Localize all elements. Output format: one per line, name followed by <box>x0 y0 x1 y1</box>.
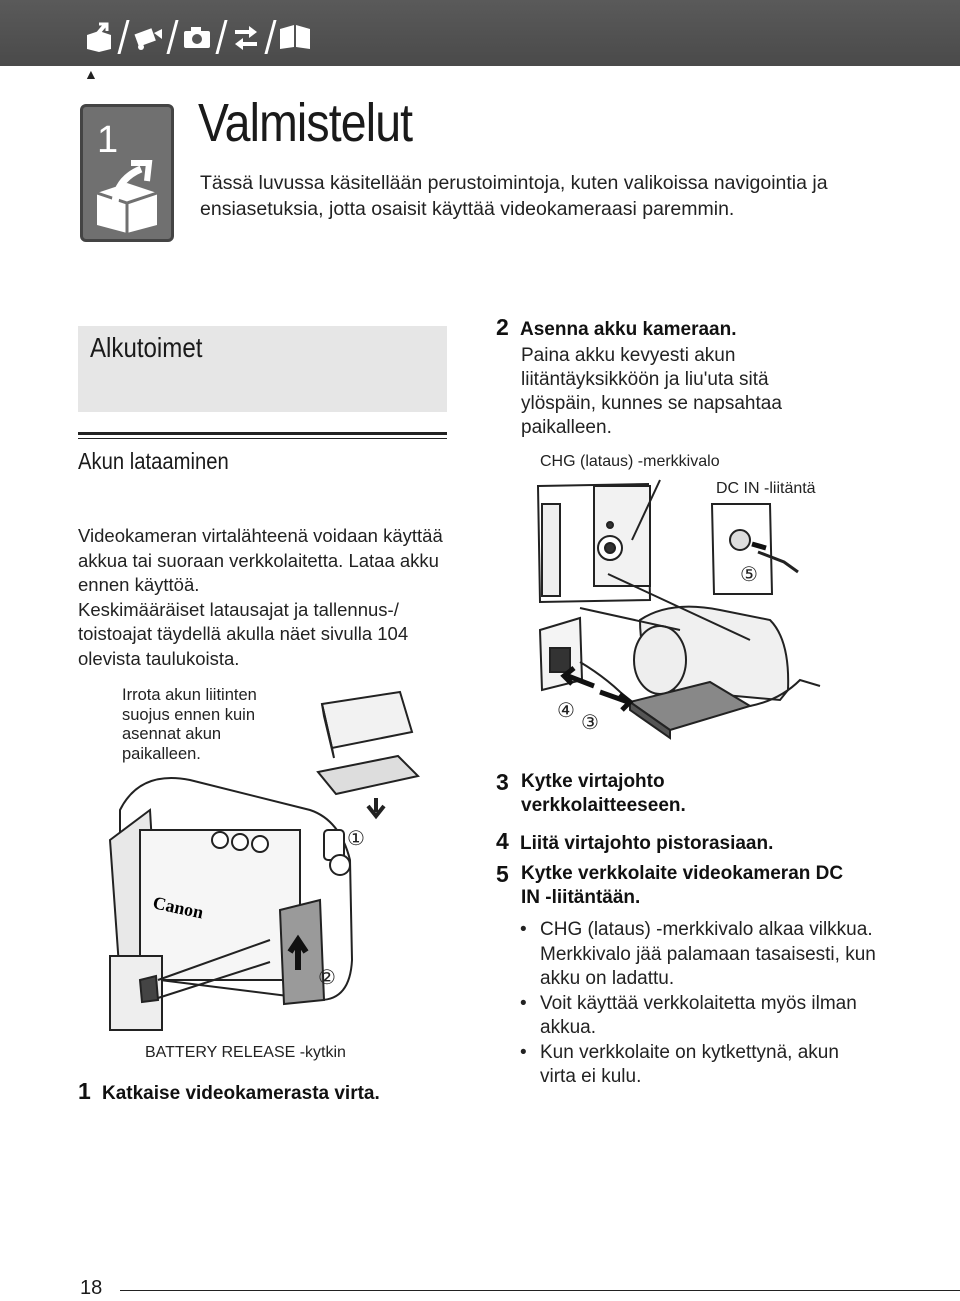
book-icon[interactable] <box>278 20 312 54</box>
chapter-number: 1 <box>97 119 119 161</box>
camera-icon[interactable] <box>180 20 214 54</box>
footer-rule <box>120 1290 960 1291</box>
figure-marker: ② <box>318 967 336 989</box>
step-text: Kytke verkkolaite videokameran DC IN -liitäntään. <box>521 863 844 908</box>
chapter-badge <box>80 104 174 242</box>
paragraph: Videokameran virtalähteenä voidaan käyttää akkua tai suoraan verkkolaitetta. Lataa akku ennen käyttöä. <box>78 525 443 595</box>
list-item: • Voit käyttää verkkolaitetta myös ilman akkua. <box>520 992 880 1041</box>
section-header <box>78 326 447 412</box>
step-2-detail: Paina akku kevyesti akun liitäntäyksikköön ja liu'uta sitä ylöspäin, kunnes se napsahtaa paikalleen. <box>521 345 782 438</box>
step-5 <box>496 862 856 910</box>
list-item: • Kun verkkolaite on kytkettynä, akun virta ei kulu. <box>520 1041 880 1090</box>
nav-separator <box>264 20 276 54</box>
bullet-list <box>520 918 880 1090</box>
step-1 <box>78 1078 380 1105</box>
figure-note: Irrota akun liitinten suojus ennen kuin asennat akun paikalleen. <box>122 686 257 763</box>
step-2 <box>496 314 737 341</box>
nav-separator <box>215 20 227 54</box>
figure-marker: ⑤ <box>740 564 758 586</box>
camcorder-battery-figure <box>100 680 420 1040</box>
list-item: • CHG (lataus) -merkkivalo alkaa vilkkua. Merkkivalo jää palamaan tasaisesti, kun akku on ladattu. <box>520 918 880 992</box>
step-text: Kytke virtajohto verkkolaitteeseen. <box>521 771 686 816</box>
step-number: 1 <box>78 1078 91 1104</box>
step-text: Katkaise videokamerasta virta. <box>102 1083 380 1104</box>
chg-label: CHG (lataus) -merkkivalo <box>540 453 720 470</box>
paragraph: Keskimääräiset latausajat ja tallennus-/ toistoajat täydellä akulla näet sivulla 104 olevista taulukoista. <box>78 598 409 669</box>
step-number: 4 <box>496 828 509 854</box>
chapter-title: Valmistelut <box>198 93 413 153</box>
body-text <box>78 524 458 671</box>
step-number: 2 <box>496 314 509 340</box>
figure-marker: ④ <box>557 700 575 722</box>
transfer-icon[interactable] <box>229 20 263 54</box>
step-4 <box>496 828 773 855</box>
chapter-nav-icons <box>82 18 312 56</box>
step-text: Asenna akku kameraan. <box>520 319 737 340</box>
box-arrow-icon[interactable] <box>82 20 116 54</box>
step-3 <box>496 770 816 818</box>
divider <box>78 432 447 435</box>
section-title: Alkutoimet <box>90 332 203 363</box>
figure-marker: ③ <box>581 712 599 734</box>
page-number: 18 <box>80 1277 103 1299</box>
figure-marker: ① <box>347 828 365 850</box>
up-arrow-icon[interactable]: ▲ <box>84 66 98 82</box>
camcorder-icon[interactable] <box>131 20 165 54</box>
battery-release-caption: BATTERY RELEASE -kytkin <box>145 1044 346 1061</box>
section-subtitle: Akun lataaminen <box>78 448 229 474</box>
nav-separator <box>166 20 178 54</box>
step-number: 5 <box>496 861 509 887</box>
svg-text:Canon: Canon <box>151 892 206 923</box>
dcin-label: DC IN -liitäntä <box>716 480 816 497</box>
step-number: 3 <box>496 769 509 795</box>
step-text: Liitä virtajohto pistorasiaan. <box>520 833 774 854</box>
box-arrow-icon <box>91 159 163 233</box>
divider <box>78 438 447 439</box>
nav-separator <box>117 20 129 54</box>
chapter-intro: Tässä luvussa käsitellään perustoimintoja, kuten valikoissa navigointia ja ensiasetuksia, jotta osaisit käyttää videokameraasi paremmin. <box>200 172 828 220</box>
